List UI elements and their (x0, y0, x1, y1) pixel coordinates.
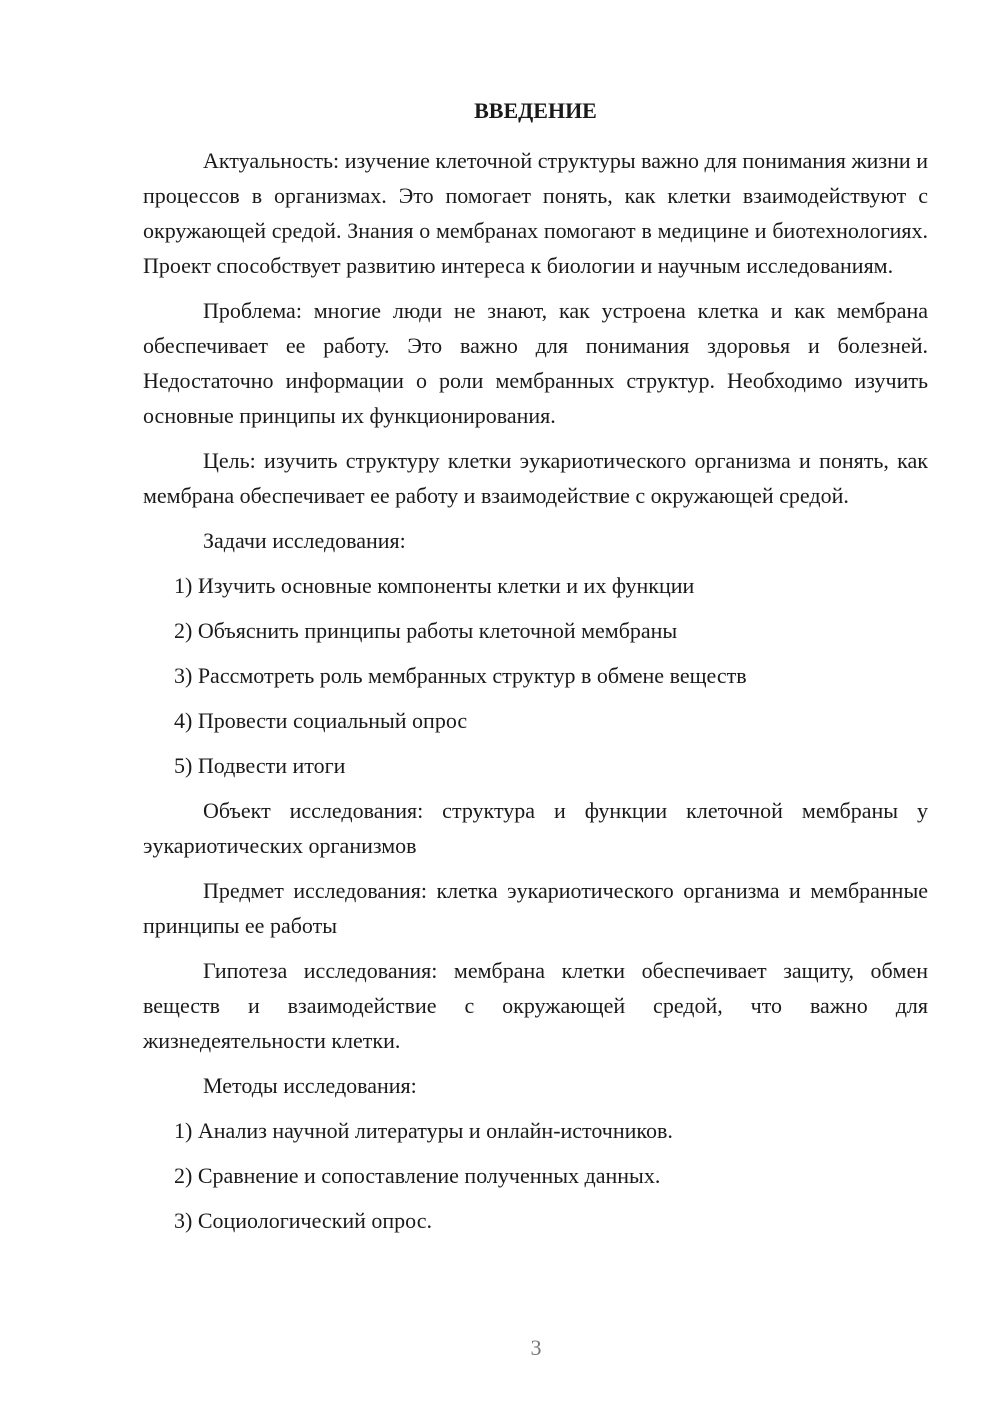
methods-heading: Методы исследования: (203, 1073, 417, 1098)
page-title: ВВЕДЕНИЕ (474, 98, 597, 123)
list-item: 3) Социологический опрос. (174, 1208, 432, 1233)
page-content (143, 143, 928, 1248)
paragraph-problem: Проблема: многие люди не знают, как устроена клетка и как мембрана обеспечивает ее работу. Это важно для понимания здоровья и болезней. Недостаточно информации о роли мембранных структур. Необходимо изучить основные принципы их функционирования. (143, 298, 928, 428)
list-item: 5) Подвести итоги (174, 753, 346, 778)
paragraph-goal: Цель: изучить структуру клетки эукариотического организма и понять, как мембрана обеспечивает ее работу и взаимодействие с окружающей средой. (143, 448, 928, 508)
paragraph-subject: Предмет исследования: клетка эукариотического организма и мембранные принципы ее работы (143, 878, 928, 938)
paragraph-hypothesis: Гипотеза исследования: мембрана клетки обеспечивает защиту, обмен веществ и взаимодействие с окружающей средой, что важно для жизнедеятельности клетки. (143, 958, 928, 1053)
tasks-heading: Задачи исследования: (203, 528, 406, 553)
list-item: 1) Изучить основные компоненты клетки и их функции (174, 573, 695, 598)
list-item: 1) Анализ научной литературы и онлайн-источников. (174, 1118, 673, 1143)
methods-list (143, 1113, 928, 1238)
list-item: 2) Сравнение и сопоставление полученных данных. (174, 1163, 661, 1188)
list-item: 4) Провести социальный опрос (174, 708, 468, 733)
page-number: 3 (530, 1335, 542, 1360)
list-item: 2) Объяснить принципы работы клеточной мембраны (174, 618, 678, 643)
paragraph-object: Объект исследования: структура и функции клеточной мембраны у эукариотических организмов (143, 798, 928, 858)
tasks-list (143, 568, 928, 783)
list-item: 3) Рассмотреть роль мембранных структур в обмене веществ (174, 663, 747, 688)
paragraph-relevance: Актуальность: изучение клеточной структуры важно для понимания жизни и процессов в организмах. Это помогает понять, как клетки взаимодействуют с окружающей средой. Знания о мембранах помогают в медицине и биотехнологиях. Проект способствует развитию интереса к биологии и научным исследованиям. (143, 148, 928, 278)
